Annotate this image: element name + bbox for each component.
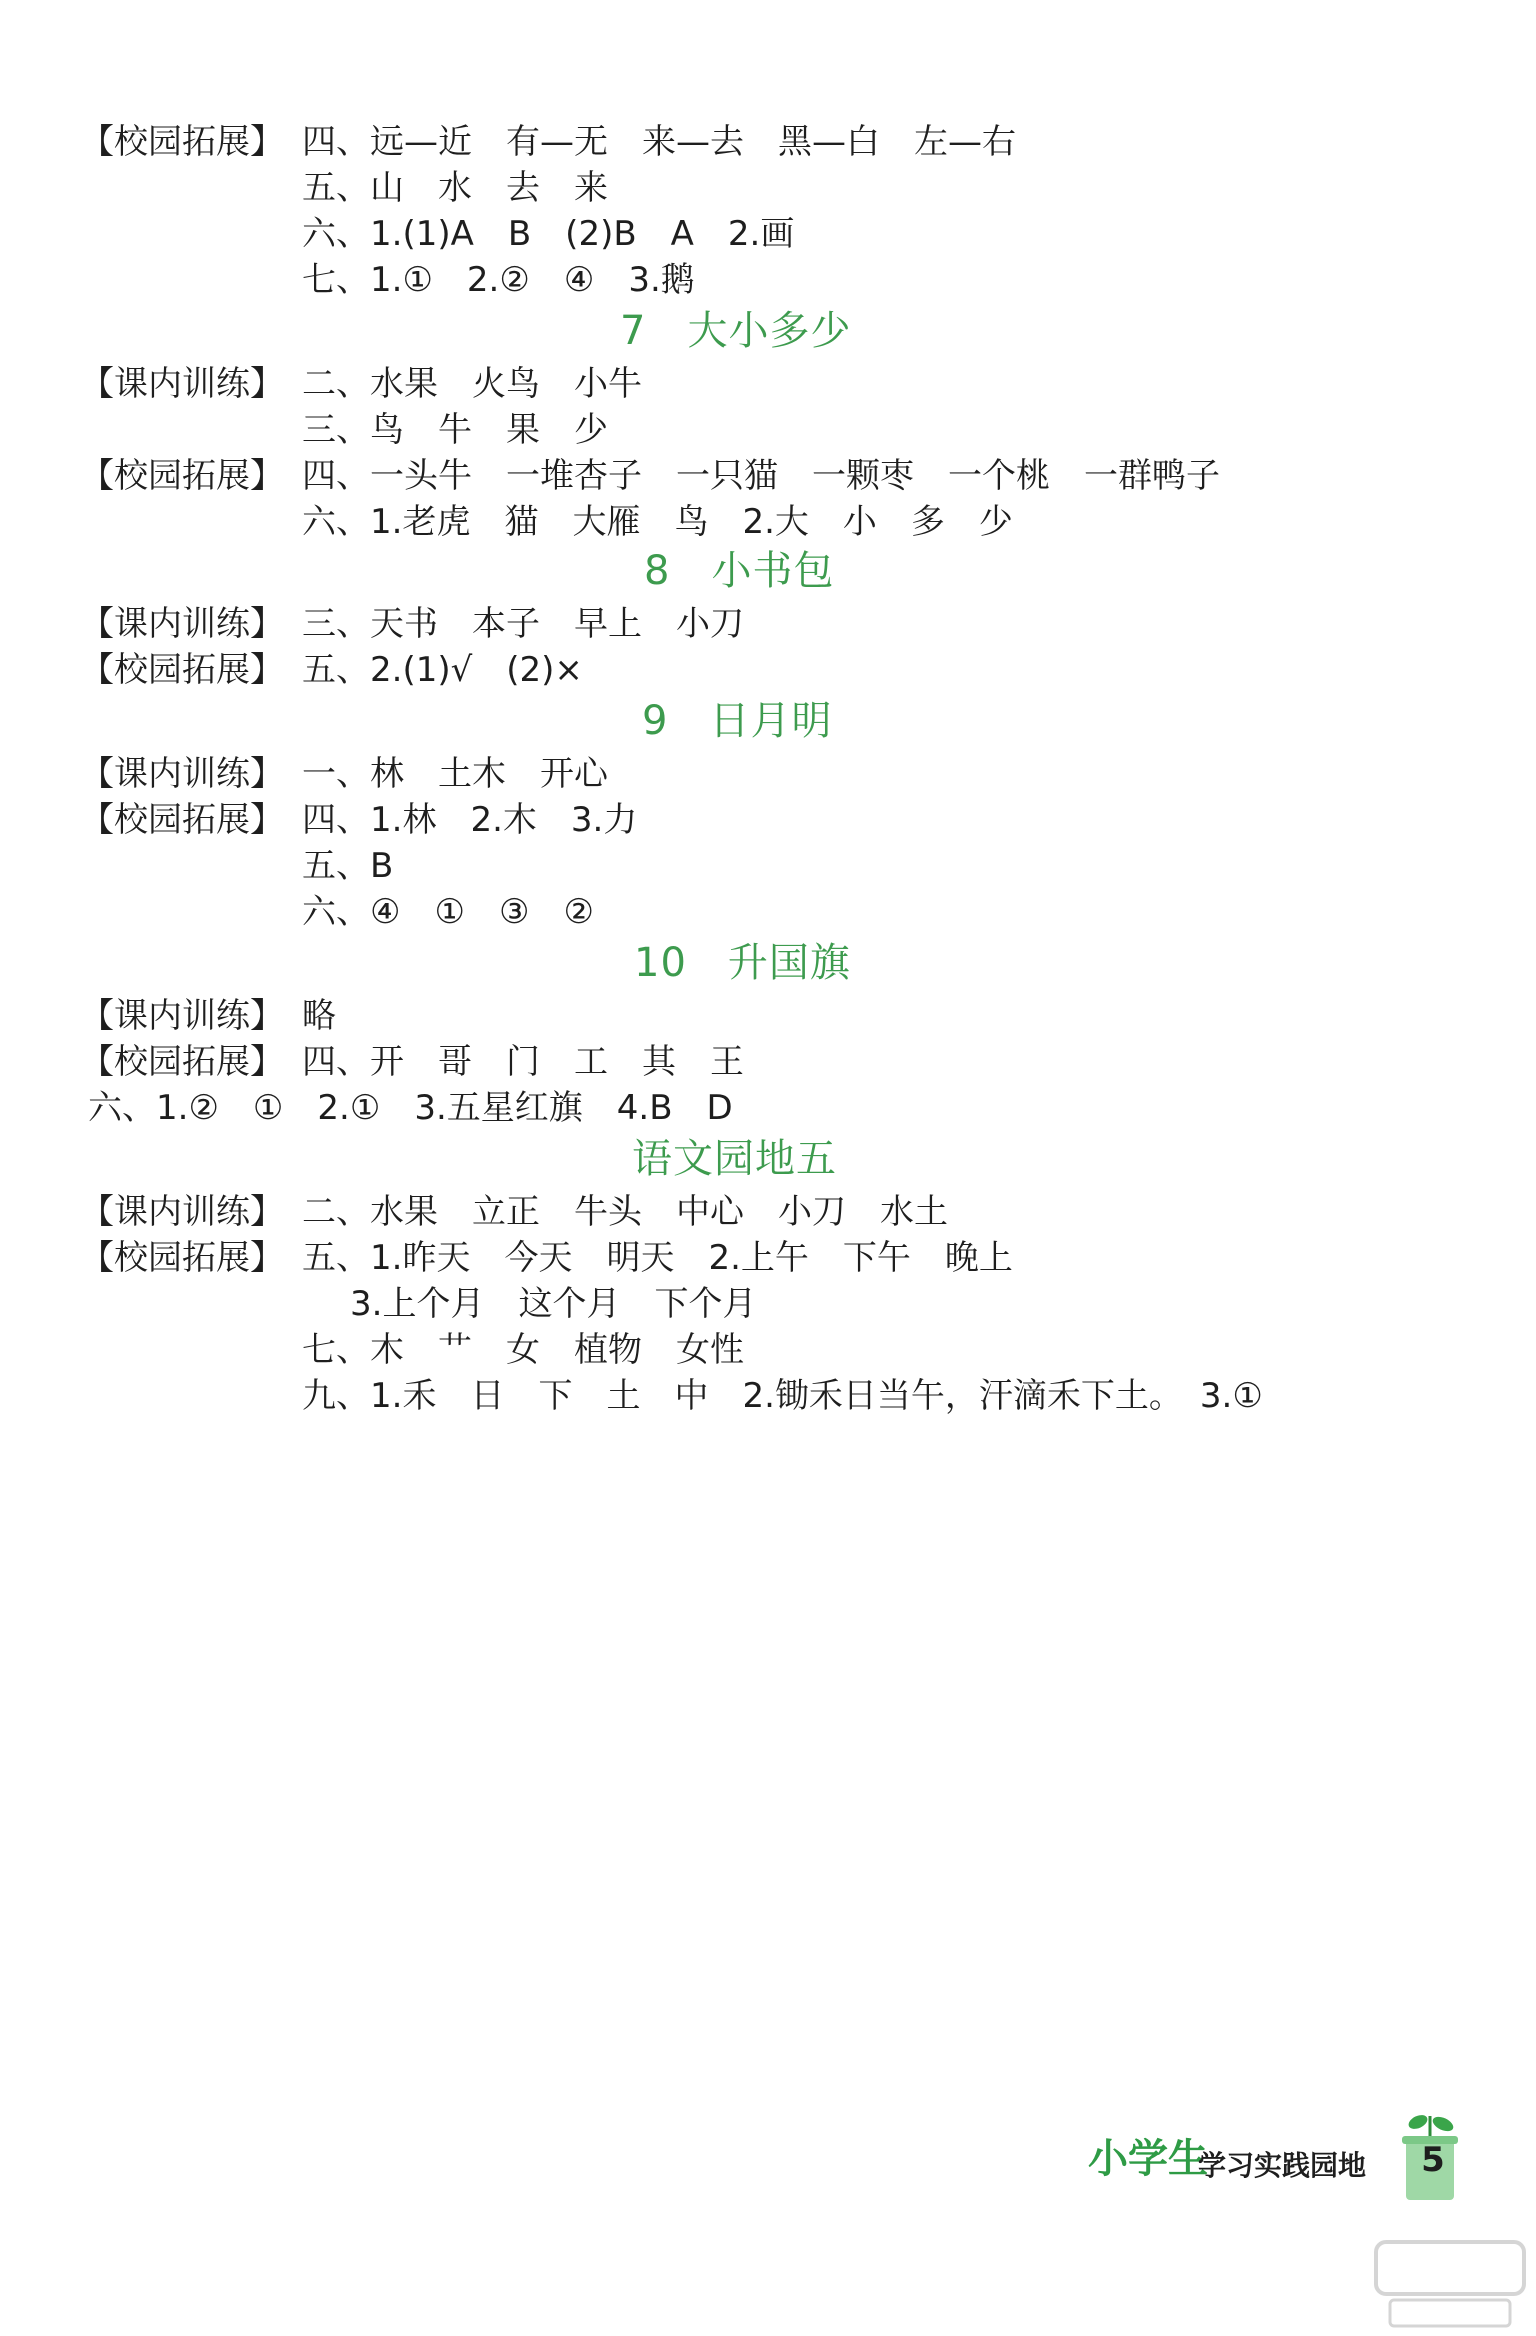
answer-line: 六、1.② ① 2.① 3.五星红旗 4.B D <box>88 1088 733 1128</box>
lesson-heading: 语文园地五 <box>632 1136 837 1182</box>
answer-line: 七、1.① 2.② ④ 3.鹅 <box>302 260 695 300</box>
answer-line: 四、1.林 2.木 3.力 <box>302 800 638 840</box>
answer-line: 七、木 艹 女 植物 女性 <box>302 1330 744 1370</box>
row-label: 【校园拓展】 <box>80 800 284 840</box>
answer-line: 二、水果 立正 牛头 中心 小刀 水土 <box>302 1192 948 1232</box>
answer-line: 六、④ ① ③ ② <box>302 892 594 932</box>
answer-line: 四、开 哥 门 工 其 王 <box>302 1042 744 1082</box>
row-label: 【校园拓展】 <box>80 1238 284 1278</box>
answer-line: 3.上个月 这个月 下个月 <box>350 1284 757 1324</box>
answer-line: 五、1.昨天 今天 明天 2.上午 下午 晚上 <box>302 1238 1013 1278</box>
answer-line: 五、B <box>302 846 394 886</box>
page-number: 5 <box>1421 2140 1445 2180</box>
row-label: 【课内训练】 <box>80 996 284 1036</box>
row-label: 【课内训练】 <box>80 604 284 644</box>
footer-subtitle: 学习实践园地 <box>1198 2149 1367 2182</box>
footer-title: 小学生 <box>1088 2136 1208 2182</box>
lesson-heading: 8 小书包 <box>644 548 835 594</box>
answer-line: 九、1.禾 日 下 土 中 2.锄禾日当午，汗滴禾下土。 3.① <box>302 1376 1263 1416</box>
watermark-stamp-icon <box>1370 2238 1530 2334</box>
answer-line: 四、远—近 有—无 来—去 黑—白 左—右 <box>302 122 1016 162</box>
answer-line: 五、2.(1)√ (2)× <box>302 650 583 690</box>
answer-line: 略 <box>302 996 336 1036</box>
answer-line: 四、一头牛 一堆杏子 一只猫 一颗枣 一个桃 一群鸭子 <box>302 456 1220 496</box>
answer-line: 二、水果 火鸟 小牛 <box>302 364 642 404</box>
answer-line: 六、1.(1)A B (2)B A 2.画 <box>302 214 795 254</box>
row-label: 【校园拓展】 <box>80 650 284 690</box>
lesson-heading: 9 日月明 <box>642 698 833 744</box>
answer-line: 三、鸟 牛 果 少 <box>302 410 608 450</box>
row-label: 【校园拓展】 <box>80 1042 284 1082</box>
answer-line: 三、天书 本子 早上 小刀 <box>302 604 744 644</box>
answer-line: 六、1.老虎 猫 大雁 鸟 2.大 小 多 少 <box>302 502 1013 542</box>
lesson-heading: 10 升国旗 <box>634 940 851 986</box>
row-label: 【课内训练】 <box>80 1192 284 1232</box>
row-label: 【校园拓展】 <box>80 122 284 162</box>
row-label: 【课内训练】 <box>80 364 284 404</box>
lesson-heading: 7 大小多少 <box>620 308 852 354</box>
answer-line: 五、山 水 去 来 <box>302 168 608 208</box>
row-label: 【课内训练】 <box>80 754 284 794</box>
row-label: 【校园拓展】 <box>80 456 284 496</box>
answer-line: 一、林 土木 开心 <box>302 754 608 794</box>
